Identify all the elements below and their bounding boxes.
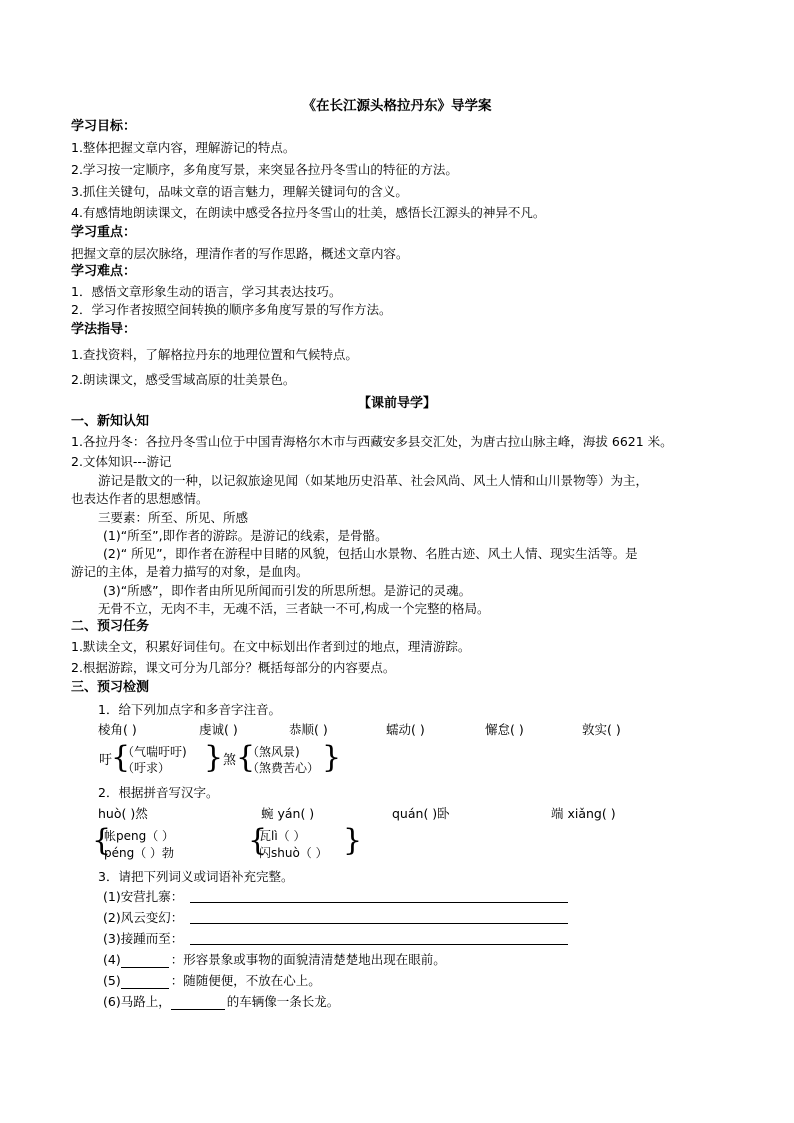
blank: [121, 976, 169, 989]
pinyin-pair: 闪shuò（ ）: [259, 846, 328, 860]
method-item: 2.朗读课文，感受雪域高原的壮美景色。: [71, 372, 296, 387]
section1-line: 三要素：所至、所见、所感: [98, 510, 249, 525]
difficulty-item: 1．感悟文章形象生动的语言，学习其表达技巧。: [71, 284, 342, 299]
method-item: 1.查找资料，了解格拉丹东的地理位置和气候特点。: [71, 347, 358, 362]
fill-prefix: (5): [103, 973, 121, 988]
fill-item-label: (2)风云变幻：: [103, 910, 184, 925]
left-brace: {: [236, 740, 256, 775]
phonetic-word: 懈怠( ): [485, 722, 524, 737]
fill-item: [103, 952, 446, 968]
section2-item: 1.默读全文，积累好词佳句。在文中标划出作者到过的地点，理清游踪。: [71, 639, 471, 654]
fill-prefix: (6)马路上，: [103, 994, 171, 1009]
section2-item: 2.根据游踪，课文可分为几部分？概括每部分的内容要点。: [71, 660, 396, 675]
focus-heading: 学习重点：: [71, 225, 137, 240]
section1-heading: 一、新知认知: [71, 414, 150, 429]
right-brace: }: [343, 823, 363, 858]
section2-heading: 二、预习任务: [71, 619, 150, 634]
objective-item: 1.整体把握文章内容，理解游记的特点。: [71, 140, 296, 155]
polyphone-example: （煞风景): [247, 745, 300, 759]
pinyin-pair: 帐peng（ ）: [104, 829, 175, 843]
pinyin-item: huò( )然: [98, 806, 148, 821]
pinyin-item: 端 xiǎng( ): [551, 806, 616, 821]
answer-line: [190, 923, 568, 924]
section1-line: (1)“所至”,即作者的游踪。是游记的线索，是骨骼。: [103, 528, 388, 543]
preclass-heading: 【课前导学】: [357, 396, 436, 411]
fill-suffix: 的车辆像一条长龙。: [226, 994, 340, 1009]
section1-line: 1.各拉丹冬：各拉丹冬雪山位于中国青海格尔木市与西藏安多县交汇处，为唐古拉山脉主峰，海拔 6621 米。: [71, 434, 673, 449]
difficulty-item: 2．学习作者按照空间转换的顺序多角度写景的写作方法。: [71, 302, 392, 317]
question-2: 2．根据拼音写汉字。: [98, 785, 219, 800]
left-brace: {: [92, 823, 112, 858]
polyphone-example: （煞费苦心）: [247, 761, 320, 775]
method-heading: 学法指导：: [71, 322, 137, 337]
fill-item: [103, 994, 339, 1010]
fill-definition: ：随随便便，不放在心上。: [170, 973, 321, 988]
phonetic-word: 棱角( ): [98, 722, 137, 737]
page-title: 《在长江源头格拉丹东》导学案: [302, 98, 492, 114]
objective-item: 4.有感情地朗读课文，在朗读中感受各拉丹冬雪山的壮美，感悟长江源头的神异不凡。: [71, 205, 546, 220]
objective-item: 2.学习按一定顺序，多角度写景，来突显各拉丹冬雪山的特征的方法。: [71, 162, 458, 177]
pinyin-pair: 瓦lì（ ）: [259, 829, 306, 843]
right-brace: }: [204, 740, 224, 775]
left-brace: {: [111, 740, 131, 775]
blank: [171, 997, 225, 1010]
phonetic-word: 敦实( ): [582, 722, 621, 737]
blank: [121, 955, 169, 968]
section1-line: 无骨不立，无肉不丰，无魂不活，三者缺一不可,构成一个完整的格局。: [98, 601, 490, 616]
polyphone-char: 吁: [99, 753, 113, 768]
focus-text: 把握文章的层次脉络，理清作者的写作思路，概述文章内容。: [71, 246, 409, 261]
section1-line: 2.文体知识---游记: [71, 454, 172, 469]
fill-item-label: (3)接踵而至：: [103, 931, 184, 946]
phonetic-word: 恭顺( ): [289, 722, 328, 737]
fill-definition: ：形容景象或事物的面貌清清楚楚地出现在眼前。: [170, 952, 446, 967]
fill-item: [103, 973, 321, 989]
section1-paragraph: 游记是散文的一种，以记叙旅途见闻（如某地历史沿革、社会风尚、风土人情和山川景物等）为主，: [98, 473, 649, 488]
fill-item-label: (1)安营扎寨：: [103, 889, 184, 904]
question-1: 1．给下列加点字和多音字注音。: [98, 702, 281, 717]
polyphone-example: （气喘吁吁): [122, 745, 187, 759]
answer-line: [190, 944, 568, 945]
right-brace: }: [322, 740, 342, 775]
polyphone-example: （吁求）: [122, 761, 171, 775]
pinyin-item: 蜿 yán( ): [261, 806, 315, 821]
left-brace: {: [248, 823, 268, 858]
phonetic-word: 蠕动( ): [386, 722, 425, 737]
answer-line: [190, 902, 568, 903]
phonetic-word: 虔诚( ): [199, 722, 238, 737]
pinyin-item: quán( )卧: [392, 806, 450, 821]
section1-line: (2)“ 所见”，即作者在游程中目睹的风貌，包括山水景物、名胜古迹、风土人情、现实生活等。是: [103, 546, 638, 561]
section3-heading: 三、预习检测: [71, 680, 150, 695]
question-3: 3．请把下列词义或词语补充完整。: [98, 869, 294, 884]
section1-line: 游记的主体，是着力描写的对象，是血肉。: [71, 564, 309, 579]
fill-prefix: (4): [103, 952, 121, 967]
objectives-heading: 学习目标：: [71, 119, 137, 134]
pinyin-pair: péng（ ）勃: [104, 846, 175, 860]
polyphone-char: 煞: [223, 753, 237, 768]
objective-item: 3.抓住关键句，品味文章的语言魅力，理解关键词句的含义。: [71, 184, 408, 199]
difficulty-heading: 学习难点：: [71, 264, 137, 279]
section1-paragraph: 也表达作者的思想感情。: [71, 491, 209, 506]
section1-line: (3)“所感”，即作者由所见所闻而引发的所思所想。是游记的灵魂。: [103, 583, 472, 598]
